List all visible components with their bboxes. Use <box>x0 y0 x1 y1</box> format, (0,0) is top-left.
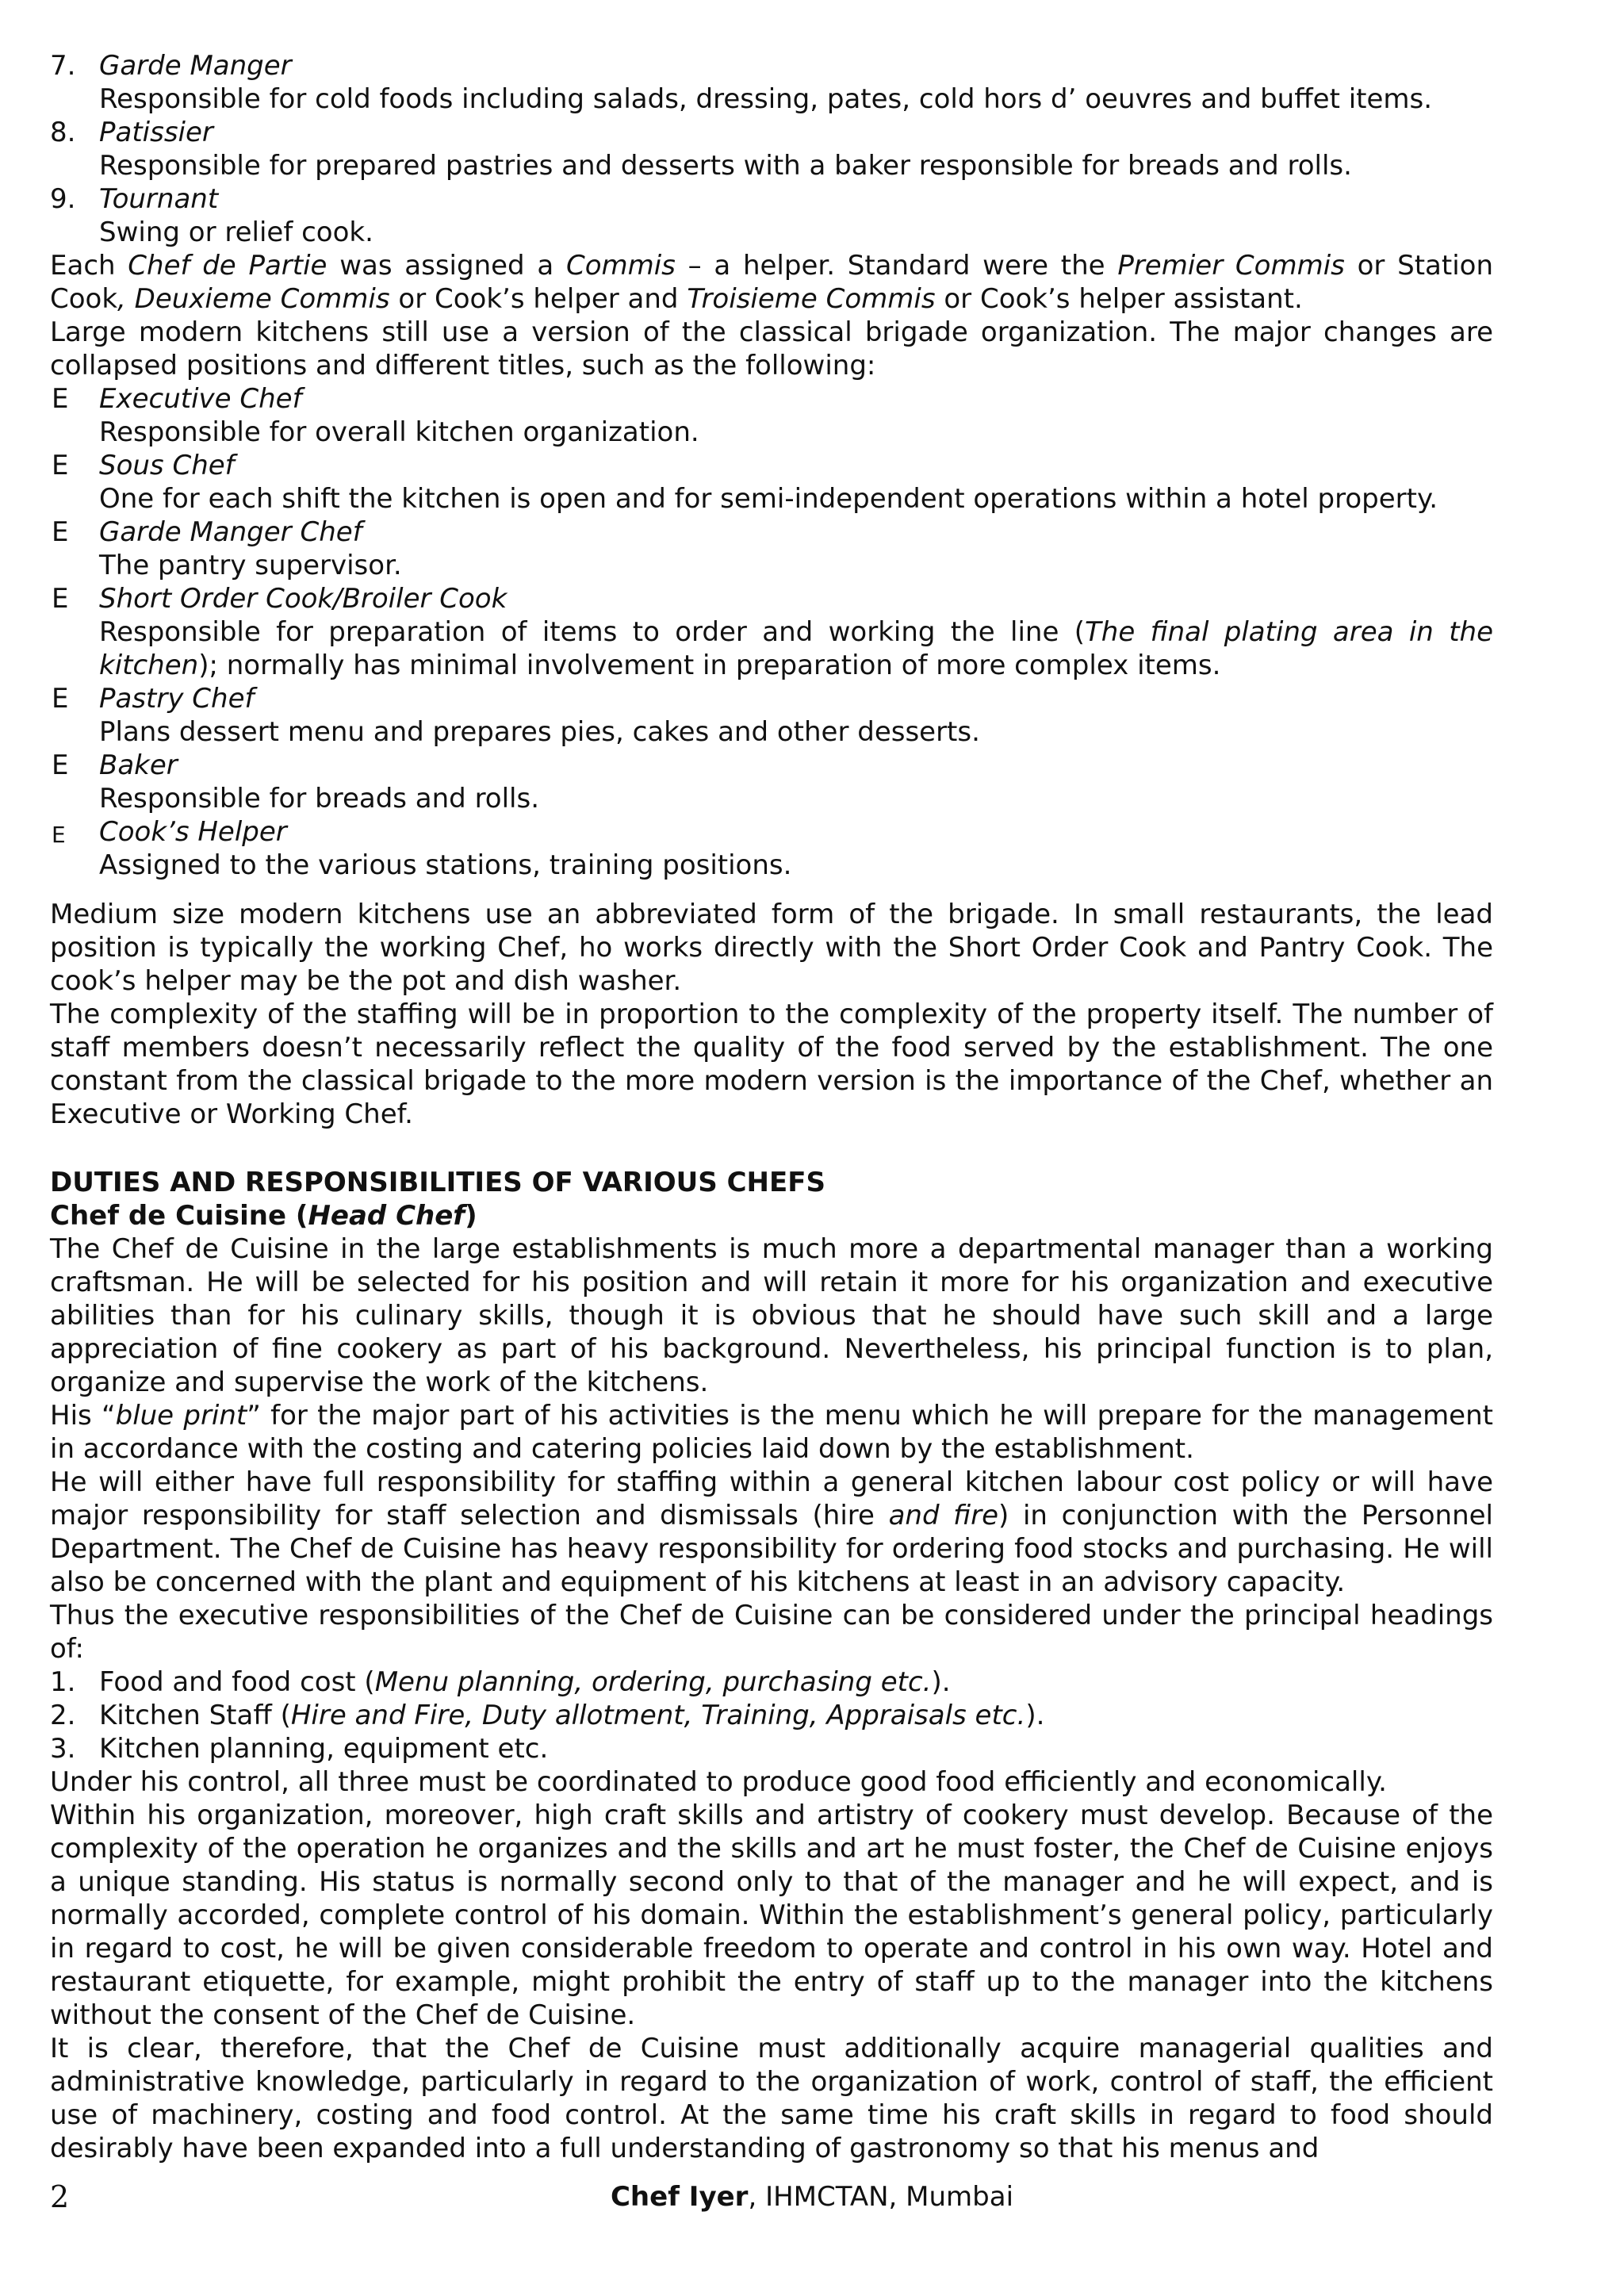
modern-kitchens-intro: Large modern kitchens still use a version of the classical brigade organization. The major changes are collapsed positions and different titles, such as the following: <box>50 316 1493 381</box>
item-description: Responsible for cold foods including salads, dressing, pates, cold hors d’ oeuvres and buffet items. <box>99 83 1433 115</box>
medium-kitchens-paragraph: Medium size modern kitchens use an abbreviated form of the brigade. In small restaurants, the lead position is typically the working Chef, ho works directly with the Short Order Cook and Pantry Cook. The cook’s helper may be the pot and dish washer. <box>50 899 1493 997</box>
position-description: Responsible for breads and rolls. <box>99 783 540 815</box>
position-title: Pastry Chef <box>99 683 255 715</box>
cuisine-paragraph: The Chef de Cuisine in the large establishments is much more a departmental manager than a working craftsman. He will be selected for his position and will retain it more for his organization and executive abilities than for his culinary skills, though it is obvious that he should have such skill and a large appreciation of fine cookery as part of his background. Nevertheless, his principal function is to plan, organize and supervise the work of the kitchens. <box>50 1233 1493 1398</box>
position-title: Executive Chef <box>99 383 302 415</box>
standing-paragraph: Within his organization, moreover, high craft skills and artistry of cookery must develop. Because of the complexity of the operation he organizes and the skills and art he must foster, the Chef de Cuisine enjoys a unique standing. His status is normally second only to that of the manager and he will expect, and is normally accorded, complete control of his domain. Within the establishment’s general policy, particularly in regard to cost, he will be given considerable freedom to operate and control in his own way. Hotel and restaurant etiquette, for example, might prohibit the entry of staff up to the manager into the kitchens without the consent of the Chef de Cuisine. <box>50 1800 1493 2031</box>
item-description: Swing or relief cook. <box>99 217 373 248</box>
principal-headings-intro: Thus the executive responsibilities of the Chef de Cuisine can be considered under the principal headings of: <box>50 1600 1493 1665</box>
coordination-paragraph: Under his control, all three must be coordinated to produce good food efficiently and economically. <box>50 1766 1387 1798</box>
managerial-qualities-paragraph: It is clear, therefore, that the Chef de Cuisine must additionally acquire managerial qualities and administrative knowledge, particularly in regard to the organization of work, control of staff, the efficient use of machinery, costing and food control. At the same time his craft skills in regard to food should desirably have been expanded into a full understanding of gastronomy so that his menus and <box>50 2033 1493 2164</box>
subheading-chef-de-cuisine: Chef de Cuisine (Head Chef) <box>50 1200 477 1232</box>
position-description: Responsible for overall kitchen organization. <box>99 416 699 448</box>
page-number: 2 <box>50 2179 70 2214</box>
complexity-paragraph: The complexity of the staffing will be in proportion to the complexity of the property itself. The number of staff members doesn’t necessarily reflect the quality of the food served by the establishment. The one constant from the classical brigade to the more modern version is the importance of the Chef, whether an Executive or Working Chef. <box>50 999 1493 1130</box>
list-bullet: E <box>52 450 69 481</box>
position-title: Sous Chef <box>99 450 235 481</box>
item-title: Garde Manger <box>99 50 292 82</box>
position-title: Cook’s Helper <box>99 816 287 848</box>
section-heading: DUTIES AND RESPONSIBILITIES OF VARIOUS CHEFS <box>50 1167 825 1198</box>
list-bullet: E <box>52 516 69 548</box>
item-description: Responsible for prepared pastries and desserts with a baker responsible for breads and rolls. <box>99 150 1352 182</box>
footer-credit: Chef Iyer, IHMCTAN, Mumbai <box>610 2181 1014 2213</box>
staffing-paragraph: He will either have full responsibility for staffing within a general kitchen labour cost policy or will have major responsibility for staff selection and dismissals (hire and fire) in conjunction with the Personnel Department. The Chef de Cuisine has heavy responsibility for ordering food stocks and purchasing. He will also be concerned with the plant and equipment of his kitchens at least in an advisory capacity. <box>50 1466 1493 1598</box>
position-description: The pantry supervisor. <box>99 550 402 581</box>
position-description: One for each shift the kitchen is open and for semi-independent operations within a hotel property. <box>99 483 1438 515</box>
responsibility-text: Food and food cost (Menu planning, ordering, purchasing etc.). <box>99 1666 951 1698</box>
item-title: Tournant <box>99 183 219 215</box>
item-number: 2. <box>50 1700 76 1731</box>
item-number: 8. <box>50 117 76 148</box>
list-bullet: E <box>52 749 69 781</box>
position-title: Baker <box>99 749 178 781</box>
list-bullet: E <box>52 583 69 615</box>
item-number: 9. <box>50 183 76 215</box>
list-bullet: E <box>52 822 66 848</box>
position-title: Short Order Cook/Broiler Cook <box>99 583 508 615</box>
item-number: 1. <box>50 1666 76 1698</box>
item-number: 7. <box>50 50 76 82</box>
position-description: Responsible for preparation of items to order and working the line (The final plating area in the kitchen); normally has minimal involvement in preparation of more complex items. <box>99 616 1494 681</box>
list-bullet: E <box>52 383 69 415</box>
responsibility-text: Kitchen Staff (Hire and Fire, Duty allotment, Training, Appraisals etc.). <box>99 1700 1045 1731</box>
position-description: Assigned to the various stations, training positions. <box>99 849 792 881</box>
blueprint-paragraph: His “blue print” for the major part of his activities is the menu which he will prepare for the management in accordance with the costing and catering policies laid down by the establishment. <box>50 1400 1493 1465</box>
commis-paragraph: Each Chef de Partie was assigned a Commis – a helper. Standard were the Premier Commis or Station Cook, Deuxieme Commis or Cook’s helper and Troisieme Commis or Cook’s helper assistant. <box>50 250 1494 315</box>
page-footer <box>0 2180 1624 2218</box>
position-title: Garde Manger Chef <box>99 516 362 548</box>
position-description: Plans dessert menu and prepares pies, cakes and other desserts. <box>99 716 980 748</box>
responsibility-text: Kitchen planning, equipment etc. <box>99 1733 549 1765</box>
item-title: Patissier <box>99 117 213 148</box>
list-bullet: E <box>52 683 69 715</box>
item-number: 3. <box>50 1733 76 1765</box>
